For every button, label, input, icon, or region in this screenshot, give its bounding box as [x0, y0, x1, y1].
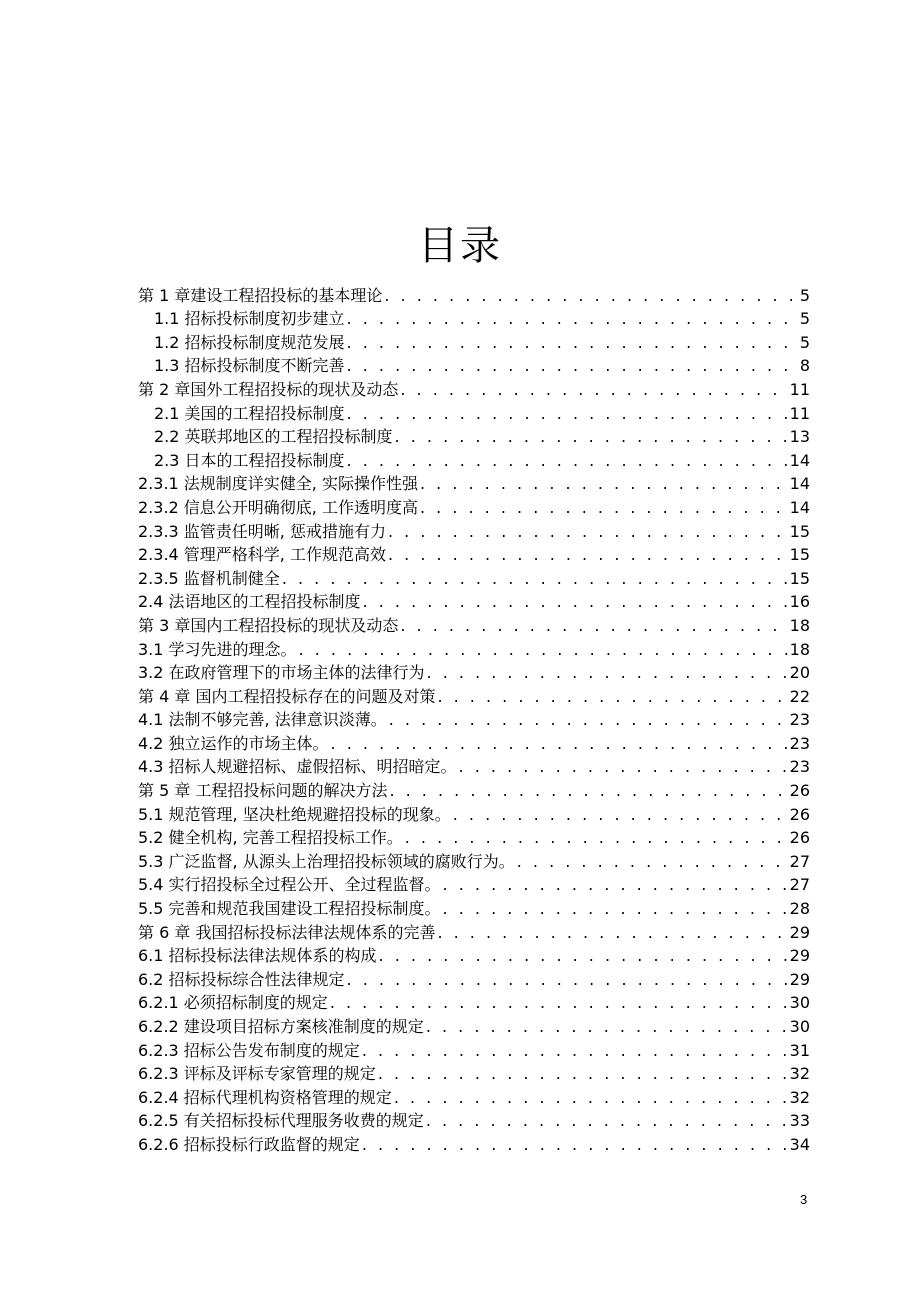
toc-entry-page: 33 — [789, 1111, 810, 1131]
toc-entry[interactable] — [138, 447, 810, 471]
toc-entry[interactable] — [138, 424, 810, 448]
toc-entry-label: 5.4 实行招投标全过程公开、全过程监督。 — [138, 875, 441, 895]
toc-entry[interactable] — [138, 990, 810, 1014]
toc-entry[interactable] — [138, 589, 810, 613]
toc-entry[interactable] — [138, 660, 810, 684]
toc-entry[interactable] — [138, 282, 810, 306]
toc-leader-dots — [360, 1135, 790, 1155]
toc-entry[interactable] — [138, 1061, 810, 1085]
toc-entry-label: 第 4 章 国内工程招投标存在的问题及对策 — [138, 686, 436, 706]
toc-entry[interactable] — [138, 329, 810, 353]
toc-entry-label: 2.3 日本的工程招投标制度 — [154, 450, 345, 470]
toc-entry-label: 2.2 英联邦地区的工程招投标制度 — [154, 427, 393, 447]
toc-leader-dots — [345, 970, 790, 990]
page-number: 3 — [800, 1192, 808, 1207]
toc-entry[interactable] — [138, 825, 810, 849]
toc-leader-dots — [441, 899, 790, 919]
toc-leader-dots — [393, 427, 790, 447]
toc-leader-dots — [382, 286, 792, 306]
toc-entry[interactable] — [138, 919, 810, 943]
toc-entry-label: 6.2.3 招标公告发布制度的规定 — [138, 1040, 360, 1060]
toc-entry[interactable] — [138, 542, 810, 566]
toc-entry-page: 26 — [789, 828, 810, 848]
toc-leader-dots — [398, 380, 789, 400]
toc-leader-dots — [345, 309, 792, 329]
toc-entry-page: 23 — [789, 710, 810, 730]
toc-entry-page: 27 — [789, 875, 810, 895]
toc-entry-label: 2.4 法语地区的工程招投标制度 — [138, 592, 361, 612]
toc-entry[interactable] — [138, 683, 810, 707]
toc-entry-label: 2.1 美国的工程招投标制度 — [154, 403, 345, 423]
toc-entry-page: 23 — [789, 757, 810, 777]
toc-entry[interactable] — [138, 1084, 810, 1108]
toc-entry-page: 30 — [789, 1017, 810, 1036]
toc-entry[interactable] — [138, 848, 810, 872]
toc-entry-page: 5 — [799, 332, 810, 352]
toc-entry[interactable] — [138, 707, 810, 731]
toc-entry-label: 2.3.1 法规制度详实健全, 实际操作性强 — [138, 474, 418, 494]
toc-entry-page: 34 — [789, 1134, 810, 1154]
toc-entry-label: 6.2.1 必须招标制度的规定 — [138, 993, 328, 1013]
toc-entry-label: 4.1 法制不够完善, 法律意识淡薄。 — [138, 710, 387, 730]
toc-entry-page: 14 — [789, 474, 810, 494]
toc-leader-dots — [441, 875, 790, 895]
toc-entry-label: 6.1 招标投标法律法规体系的构成 — [138, 946, 377, 966]
toc-leader-dots — [457, 757, 790, 777]
toc-entry-page: 23 — [789, 733, 810, 753]
toc-entry[interactable] — [138, 754, 810, 778]
toc-leader-dots — [280, 569, 790, 589]
toc-entry-label: 3.2 在政府管理下的市场主体的法律行为 — [138, 663, 425, 683]
toc-leader-dots — [345, 404, 790, 424]
toc-entry-page: 32 — [789, 1064, 810, 1084]
toc-entry[interactable] — [138, 306, 810, 330]
toc-leader-dots — [328, 993, 790, 1013]
toc-entry-page: 5 — [799, 309, 810, 329]
toc-leader-dots — [403, 828, 790, 848]
toc-entry[interactable] — [138, 376, 810, 400]
toc-leader-dots — [387, 710, 790, 730]
toc-entry[interactable] — [138, 943, 810, 967]
toc-leader-dots — [418, 474, 790, 494]
toc-entry[interactable] — [138, 1037, 810, 1061]
toc-entry[interactable] — [138, 353, 810, 377]
toc-entry[interactable] — [138, 471, 810, 495]
toc-entry[interactable] — [138, 612, 810, 636]
toc-entry-label: 2.3.5 监督机制健全 — [138, 568, 280, 588]
toc-entry-page: 5 — [799, 285, 810, 305]
toc-entry-page: 14 — [789, 497, 810, 517]
toc-entry-page: 13 — [789, 427, 810, 447]
toc-entry-label: 1.3 招标投标制度不断完善 — [154, 356, 345, 376]
toc-entry-page: 18 — [789, 615, 810, 635]
toc-leader-dots — [377, 946, 790, 966]
toc-entry-label: 6.2.4 招标代理机构资格管理的规定 — [138, 1087, 392, 1107]
toc-entry-label: 6.2 招标投标综合性法律规定 — [138, 969, 345, 989]
toc-leader-dots — [392, 1088, 790, 1108]
toc-entry-page: 27 — [789, 851, 810, 871]
toc-entry[interactable] — [138, 1131, 810, 1155]
toc-entry-page: 32 — [789, 1087, 810, 1107]
toc-entry-label: 6.2.2 建设项目招标方案核准制度的规定 — [138, 1017, 424, 1036]
toc-entry-page: 11 — [789, 379, 810, 399]
toc-entry-label: 5.3 广泛监督, 从源头上治理招投标领域的腐败行为。 — [138, 851, 515, 871]
toc-leader-dots — [435, 923, 789, 943]
toc-entry-page: 29 — [789, 922, 810, 942]
toc-leader-dots — [398, 616, 789, 636]
toc-leader-dots — [376, 1064, 790, 1084]
toc-entry-label: 第 1 章建设工程招投标的基本理论 — [138, 285, 383, 305]
toc-entry[interactable] — [138, 730, 810, 754]
toc-entry[interactable] — [138, 966, 810, 990]
toc-entry[interactable] — [138, 895, 810, 919]
toc-entry-label: 5.1 规范管理, 坚决杜绝规避招投标的现象。 — [138, 804, 451, 824]
toc-entry-label: 第 3 章国内工程招投标的现状及动态 — [138, 615, 399, 635]
toc-leader-dots — [329, 734, 790, 754]
toc-leader-dots — [418, 498, 790, 518]
toc-leader-dots — [297, 640, 790, 660]
table-of-contents — [138, 282, 810, 1155]
toc-entry-label: 第 2 章国外工程招投标的现状及动态 — [138, 379, 399, 399]
toc-entry-label: 6.2.6 招标投标行政监督的规定 — [138, 1134, 360, 1154]
toc-entry[interactable] — [138, 518, 810, 542]
toc-entry-page: 26 — [789, 781, 810, 801]
toc-entry-label: 2.3.3 监管责任明晰, 惩戒措施有力 — [138, 521, 386, 541]
toc-entry-page: 14 — [789, 450, 810, 470]
toc-entry[interactable] — [138, 1108, 810, 1132]
toc-leader-dots — [451, 805, 790, 825]
toc-entry-page: 8 — [799, 356, 810, 376]
toc-entry-page: 30 — [789, 993, 810, 1013]
toc-entry-page: 22 — [789, 686, 810, 706]
toc-entry-page: 16 — [789, 592, 810, 612]
toc-leader-dots — [425, 663, 790, 683]
toc-entry-label: 3.1 学习先进的理念。 — [138, 639, 297, 659]
toc-entry-label: 第 5 章 工程招投标问题的解决方法 — [138, 781, 388, 801]
toc-entry-label: 4.2 独立运作的市场主体。 — [138, 733, 329, 753]
toc-entry-page: 28 — [789, 899, 810, 919]
toc-entry[interactable] — [138, 872, 810, 896]
toc-leader-dots — [387, 781, 789, 801]
toc-entry-label: 1.1 招标投标制度初步建立 — [154, 309, 345, 329]
toc-entry-label: 1.2 招标投标制度规范发展 — [154, 332, 345, 352]
toc-entry-page: 29 — [789, 969, 810, 989]
toc-leader-dots — [515, 852, 790, 872]
toc-entry[interactable] — [138, 494, 810, 518]
toc-leader-dots — [435, 687, 789, 707]
toc-entry-label: 5.2 健全机构, 完善工程招投标工作。 — [138, 828, 403, 848]
toc-leader-dots — [345, 451, 790, 471]
toc-title: 目录 — [418, 223, 502, 269]
toc-entry-page: 20 — [789, 663, 810, 683]
toc-leader-dots — [386, 522, 790, 542]
toc-entry-page: 18 — [789, 639, 810, 659]
toc-entry-label: 4.3 招标人规避招标、虚假招标、明招暗定。 — [138, 757, 457, 777]
toc-leader-dots — [345, 356, 792, 376]
toc-leader-dots — [360, 1041, 790, 1061]
toc-entry-page: 11 — [789, 403, 810, 423]
toc-entry-label: 6.2.3 评标及评标专家管理的规定 — [138, 1064, 376, 1084]
toc-entry[interactable] — [138, 1013, 810, 1037]
toc-leader-dots — [386, 545, 790, 565]
toc-entry[interactable] — [138, 400, 810, 424]
toc-entry-label: 第 6 章 我国招标投标法律法规体系的完善 — [138, 922, 436, 942]
toc-entry-page: 15 — [789, 568, 810, 588]
toc-entry-page: 26 — [789, 804, 810, 824]
toc-entry[interactable] — [138, 565, 810, 589]
toc-entry-label: 6.2.5 有关招标投标代理服务收费的规定 — [138, 1111, 424, 1131]
toc-leader-dots — [424, 1111, 790, 1131]
toc-entry-page: 31 — [789, 1040, 810, 1060]
toc-entry-label: 2.3.4 管理严格科学, 工作规范高效 — [138, 545, 386, 565]
toc-entry[interactable] — [138, 777, 810, 801]
toc-entry-page: 15 — [789, 521, 810, 541]
toc-leader-dots — [424, 1017, 790, 1037]
toc-entry-label: 5.5 完善和规范我国建设工程招投标制度。 — [138, 899, 441, 919]
toc-leader-dots — [361, 592, 790, 612]
toc-entry[interactable] — [138, 636, 810, 660]
toc-entry-page: 29 — [789, 946, 810, 966]
toc-entry[interactable] — [138, 801, 810, 825]
toc-entry-page: 15 — [789, 545, 810, 565]
toc-entry-label: 2.3.2 信息公开明确彻底, 工作透明度高 — [138, 497, 418, 517]
toc-leader-dots — [345, 333, 792, 353]
